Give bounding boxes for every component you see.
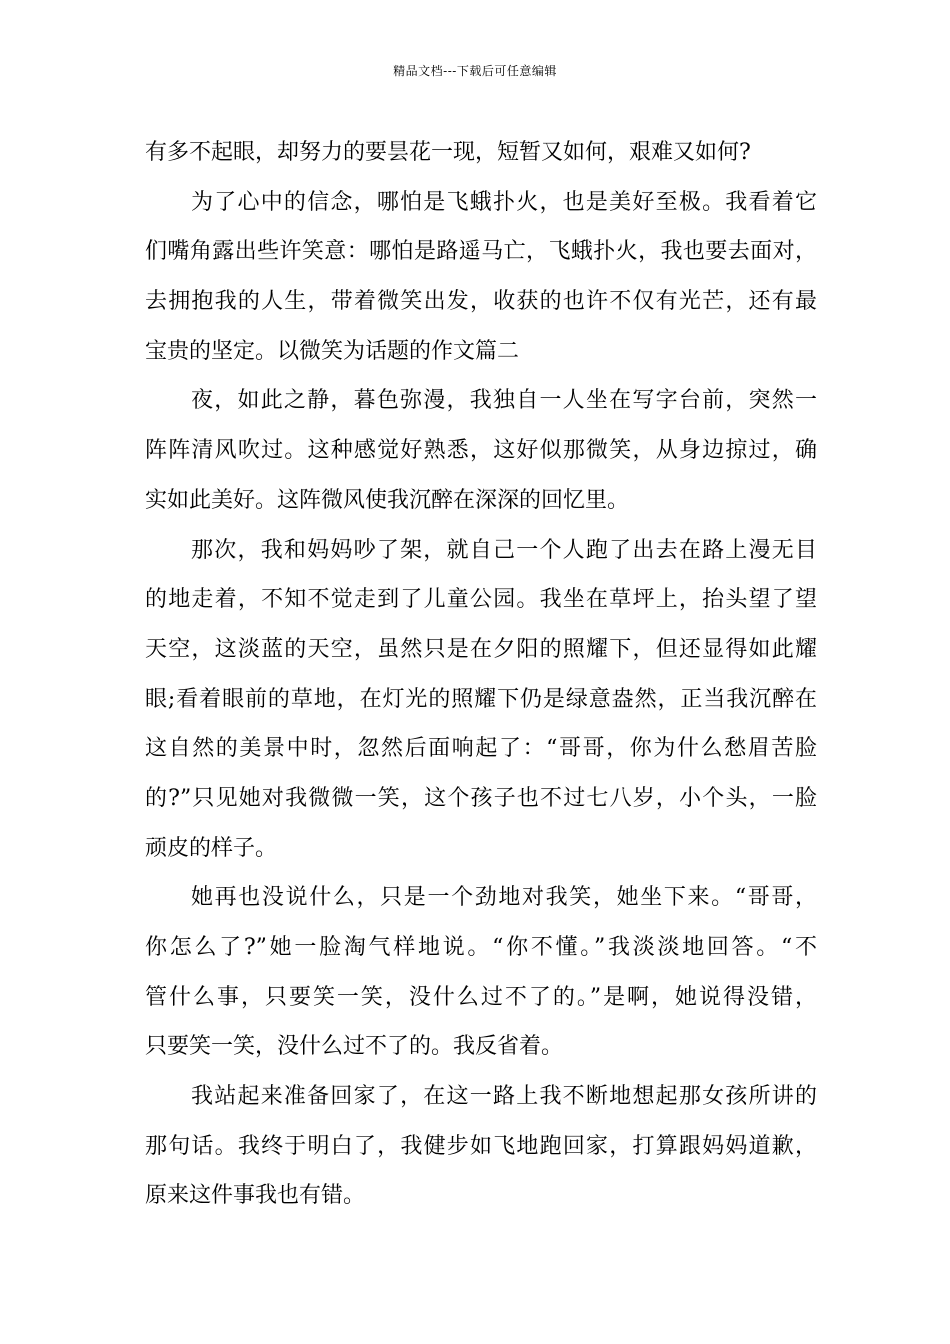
text-line: 实如此美好。这阵微风使我沉醉在深深的回忆里。 [145,487,630,513]
text-line: 管什么事，只要笑一笑，没什么过不了的。”是啊，她说得没错， [145,984,817,1010]
text-line: 顽皮的样子。 [145,835,278,861]
text-line: 原来这件事我也有错。 [145,1183,366,1209]
paragraph-start-line: 她再也没说什么，只是一个劲地对我笑，她坐下来。“哥哥， [191,885,817,911]
paragraph-start-line: 为了心中的信念，哪怕是飞蛾扑火，也是美好至极。我看着它 [191,189,817,215]
paragraph-start-line: 我站起来准备回家了，在这一路上我不断地想起那女孩所讲的 [191,1084,817,1110]
text-line: 去拥抱我的人生，带着微笑出发，收获的也许不仅有光芒，还有最 [145,289,817,315]
paragraph-start-line: 夜，如此之静，暮色弥漫，我独自一人坐在写字台前，突然一 [191,388,817,414]
text-line: 天空，这淡蓝的天空，虽然只是在夕阳的照耀下，但还显得如此耀 [145,636,817,662]
text-line: 有多不起眼，却努力的要昙花一现，短暂又如何，艰难又如何? [145,140,751,165]
text-line: 眼;看着眼前的草地，在灯光的照耀下仍是绿意盎然，正当我沉醉在 [145,686,817,712]
page-header: 精品文档---下载后可任意编辑 [393,64,557,78]
text-line: 只要笑一笑，没什么过不了的。我反省着。 [145,1034,564,1060]
text-line: 这自然的美景中时，忽然后面响起了：“哥哥，你为什么愁眉苦脸 [145,736,817,762]
text-line: 你怎么了?”她一脸淘气样地说。“你不懂。”我淡淡地回答。“不 [145,935,817,960]
text-line: 们嘴角露出些许笑意：哪怕是路遥马亡，飞蛾扑火，我也要去面对， [145,239,817,265]
body-text [145,128,817,1221]
text-line: 的地走着，不知不觉走到了儿童公园。我坐在草坪上，抬头望了望 [145,587,817,613]
text-line: 宝贵的坚定。以微笑为话题的作文篇二 [145,338,520,364]
paragraph-start-line: 那次，我和妈妈吵了架，就自己一个人跑了出去在路上漫无目 [191,537,817,563]
text-line: 阵阵清风吹过。这种感觉好熟悉，这好似那微笑，从身边掠过，确 [145,438,817,464]
text-line: 那句话。我终于明白了，我健步如飞地跑回家，打算跟妈妈道歉， [145,1133,817,1159]
text-line: 的?”只见她对我微微一笑，这个孩子也不过七八岁，小个头，一脸 [145,785,817,811]
